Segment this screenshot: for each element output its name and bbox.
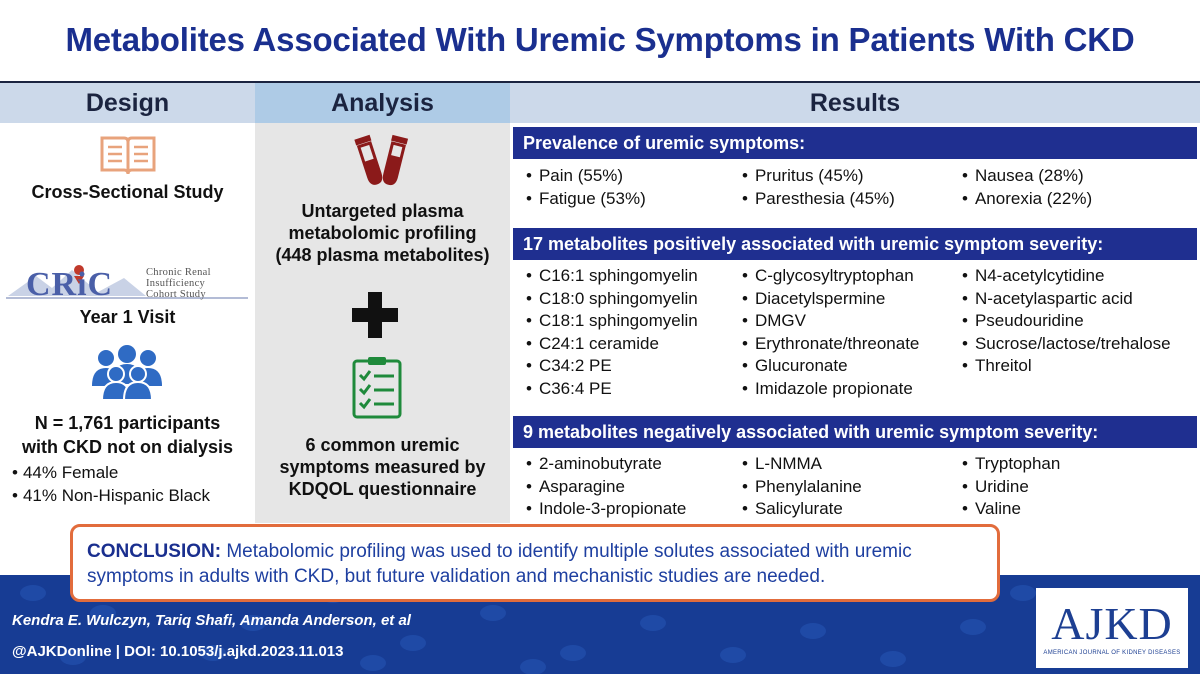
prevalence-col-3 [962,165,1092,210]
list-item: • N4-acetylcytidine [962,265,1171,288]
list-item: • Paresthesia (45%) [742,188,895,211]
negative-heading: 9 metabolites negatively associated with uremic symptom severity: [513,416,1197,448]
symptoms-description: 6 common uremic symptoms measured by KDQOL questionnaire [279,435,486,499]
list-item: • C-glycosyltryptophan [742,265,919,288]
participants-count: N = 1,761 participants [34,413,221,433]
ajkd-wordmark: AJKD [1051,598,1173,649]
list-item: • Tryptophan [962,453,1060,476]
prevalence-col-1 [526,165,646,210]
prevalence-col-2 [742,165,895,210]
profiling-description: Untargeted plasma metabolomic profiling (448 plasma metabolites) [275,201,490,265]
list-item: • Pruritus (45%) [742,165,895,188]
checklist-icon [350,355,408,421]
negative-col-3 [962,453,1060,521]
list-item: • C34:2 PE [526,355,698,378]
list-item: • Fatigue (53%) [526,188,646,211]
visit-label: Year 1 Visit [79,307,176,327]
list-item: • Indole-3-propionate [526,498,686,521]
list-item: • N-acetylaspartic acid [962,288,1171,311]
list-item: • C36:4 PE [526,378,698,401]
list-item: • Pseudouridine [962,310,1171,333]
conclusion-text: Metabolomic profiling was used to identify multiple solutes associated with uremic symptoms in adults with CKD, but future validation and mechanistic studies are needed. [87,541,912,587]
list-item: • Uridine [962,476,1060,499]
conclusion-label: CONCLUSION: [87,541,222,562]
list-item: • Nausea (28%) [962,165,1092,188]
book-icon [98,132,158,178]
doi-link[interactable]: @AJKDonline | DOI: 10.1053/j.ajkd.2023.11.013 [12,643,344,660]
list-item: • 44% Female [12,461,210,484]
header-analysis: Analysis [255,81,510,123]
list-item: • Phenylalanine [742,476,862,499]
study-type: Cross-Sectional Study [31,182,224,202]
list-item: • Threitol [962,355,1171,378]
list-item: • C18:0 sphingomyelin [526,288,698,311]
list-item: • Glucuronate [742,355,919,378]
cric-logo [6,262,250,304]
prevalence-heading: Prevalence of uremic symptoms: [513,127,1197,159]
header-results: Results [510,81,1200,123]
list-item: • C18:1 sphingomyelin [526,310,698,333]
list-item: • Erythronate/threonate [742,333,919,356]
plus-icon [352,288,408,344]
list-item: • C16:1 sphingomyelin [526,265,698,288]
header-design: Design [0,81,255,123]
authors: Kendra E. Wulczyn, Tariq Shafi, Amanda Anderson, et al [12,612,411,629]
negative-col-1 [526,453,686,521]
page-title: Metabolites Associated With Uremic Symptoms in Patients With CKD [65,21,1135,58]
list-item: • L-NMMA [742,453,862,476]
ajkd-logo [1036,588,1188,668]
people-icon [92,344,162,400]
positive-heading: 17 metabolites positively associated with uremic symptom severity: [513,228,1197,260]
positive-col-1 [526,265,698,400]
participants-description: with CKD not on dialysis [21,437,233,457]
list-item: • Sucrose/lactose/trehalose [962,333,1171,356]
cric-wordmark: CRiC [26,266,114,303]
list-item: • Diacetylspermine [742,288,919,311]
test-tubes-icon [350,132,412,190]
list-item: • Valine [962,498,1060,521]
ajkd-subtitle: AMERICAN JOURNAL OF KIDNEY DISEASES [1043,650,1181,656]
list-item: • Imidazole propionate [742,378,919,401]
demographics-list [12,461,210,507]
list-item: • DMGV [742,310,919,333]
list-item: • Pain (55%) [526,165,646,188]
list-item: • C24:1 ceramide [526,333,698,356]
list-item: • Salicylurate [742,498,862,521]
negative-col-2 [742,453,862,521]
list-item: • Anorexia (22%) [962,188,1092,211]
positive-col-3 [962,265,1171,378]
cric-subtitle: Chronic Renal Insufficiency Cohort Study [146,267,211,300]
list-item: • 2-aminobutyrate [526,453,686,476]
list-item: • Asparagine [526,476,686,499]
list-item: • 41% Non-Hispanic Black [12,484,210,507]
conclusion-box [70,524,1000,602]
positive-col-2 [742,265,919,400]
